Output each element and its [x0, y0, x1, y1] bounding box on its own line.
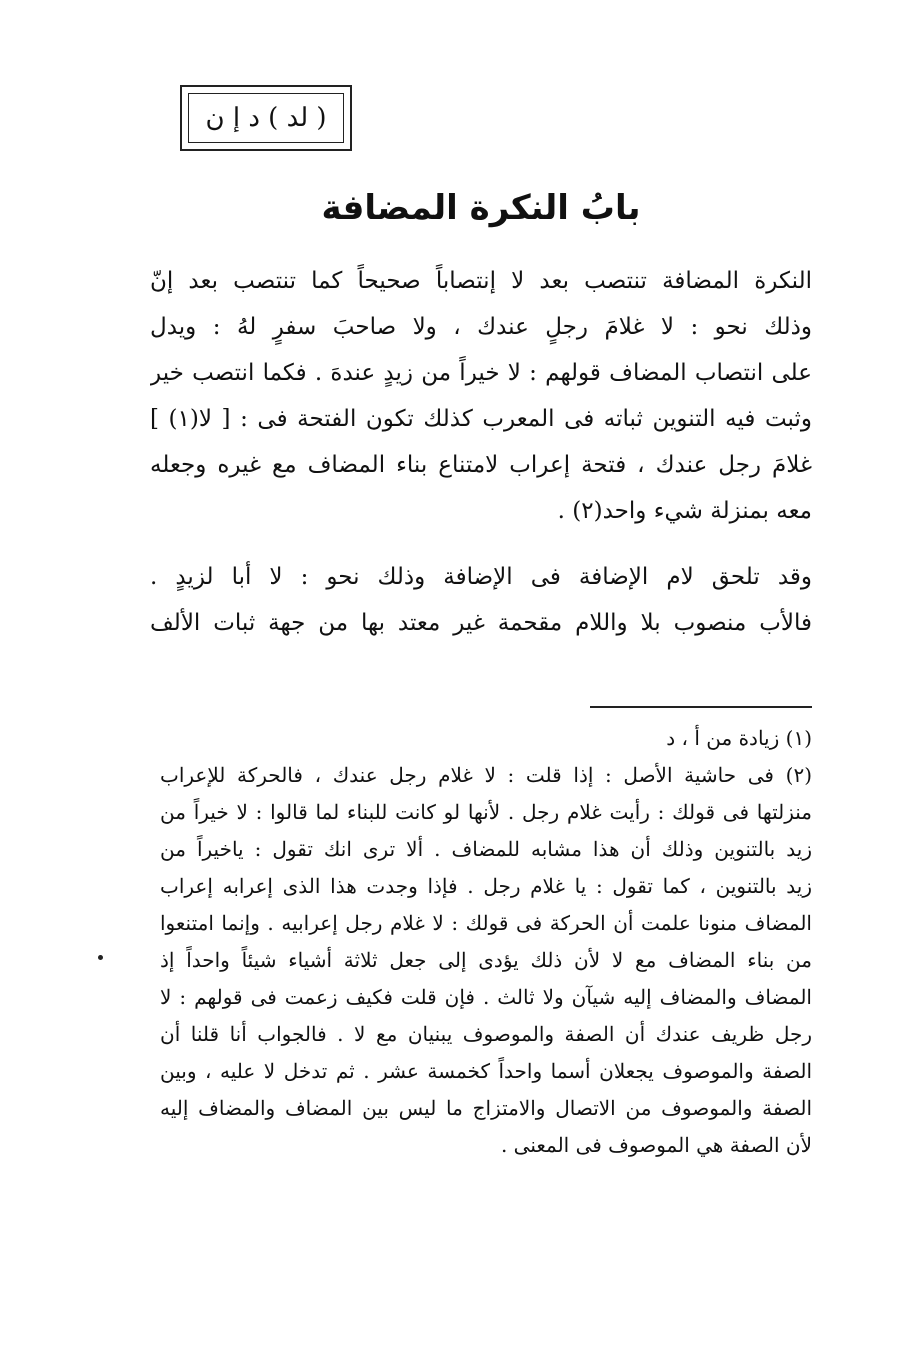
footnote-1: (١) زيادة من أ ، د [666, 726, 812, 750]
paragraph-1 [150, 258, 812, 534]
footnote-line: رجل ظريف عندك أن الصفة والموصوف يبنيان مع لا . فالجواب أنا قلنا أن [160, 1022, 812, 1046]
text-line: غلامَ رجل عندك ، فتحة إعراب لامتناع بناء المضاف مع غيره وجعله [150, 452, 812, 478]
text-line: معه بمنزلة شيء واحد(٢) . [557, 498, 812, 524]
main-text [150, 258, 812, 646]
footnotes [160, 720, 812, 1164]
text-line: وقد تلحق لام الإضافة فى الإضافة وذلك نحو : لا أبا لزيدٍ . [150, 564, 812, 590]
ink-speck [98, 955, 103, 960]
text-line: وذلك نحو : لا غلامَ رجلٍ عندك ، ولا صاحبَ سفرٍ لهُ : ويدل [150, 314, 812, 340]
library-stamp [180, 85, 352, 151]
text-line: وثبت فيه التنوين ثباته فى المعرب كذلك تكون الفتحة فى : [ لا(١) ] [150, 406, 812, 432]
footnote-line: زيد بالتنوين ، كما تقول : يا غلام رجل . فإذا وجدت هذا الذى إعرابه إعراب [160, 874, 812, 898]
footnote-line: منزلتها فى قولك : رأيت غلام رجل . لأنها لو كانت للبناء لما قالوا : لا خيراً من [160, 800, 812, 824]
text-line: على انتصاب المضاف قولهم : لا خيراً من زيدٍ عندهَ . فكما انتصب خير [150, 360, 812, 386]
footnote-line: من بناء المضاف مع لا لأن ذلك يؤدى إلى جعل ثلاثة أشياء شيئاً واحداً إذ [160, 948, 812, 972]
text-line: النكرة المضافة تنتصب بعد لا إنتصاباً صحيحاً كما تنتصب بعد إنّ [150, 268, 812, 294]
paragraph-2 [150, 554, 812, 646]
text-line: فالأب منصوب بلا واللام مقحمة غير معتد بها من جهة ثبات الألف [150, 610, 812, 636]
footnote-line: لأن الصفة هي الموصوف فى المعنى . [500, 1133, 812, 1157]
stamp-text: ( لد ) د إ ن [188, 93, 344, 143]
footnote-2: (٢) فى حاشية الأصل : إذا قلت : لا غلام رجل عندك ، فالحركة للإعراب [160, 763, 812, 787]
footnote-line: المضاف منونا علمت أن الحركة فى قولك : لا غلام رجل إعرابيه . وإنما امتنعوا [160, 911, 812, 935]
chapter-title: بابُ النكرة المضافة [321, 188, 641, 228]
footnote-divider [590, 706, 812, 708]
footnote-line: زيد بالتنوين وذلك أن هذا مشابه للمضاف . ألا ترى انك تقول : ياخيراً من [160, 837, 812, 861]
footnote-line: الصفة والموصوف من الاتصال والامتزاج ما ليس بين المضاف والمضاف إليه [160, 1096, 812, 1120]
footnote-line: الصفة والموصوف يجعلان أسما واحداً كخمسة عشر . ثم تدخل لا عليه ، وبين [160, 1059, 812, 1083]
footnote-line: المضاف والمضاف إليه شيآن ولا ثالث . فإن قلت فكيف زعمت فى قولهم : لا [160, 985, 812, 1009]
